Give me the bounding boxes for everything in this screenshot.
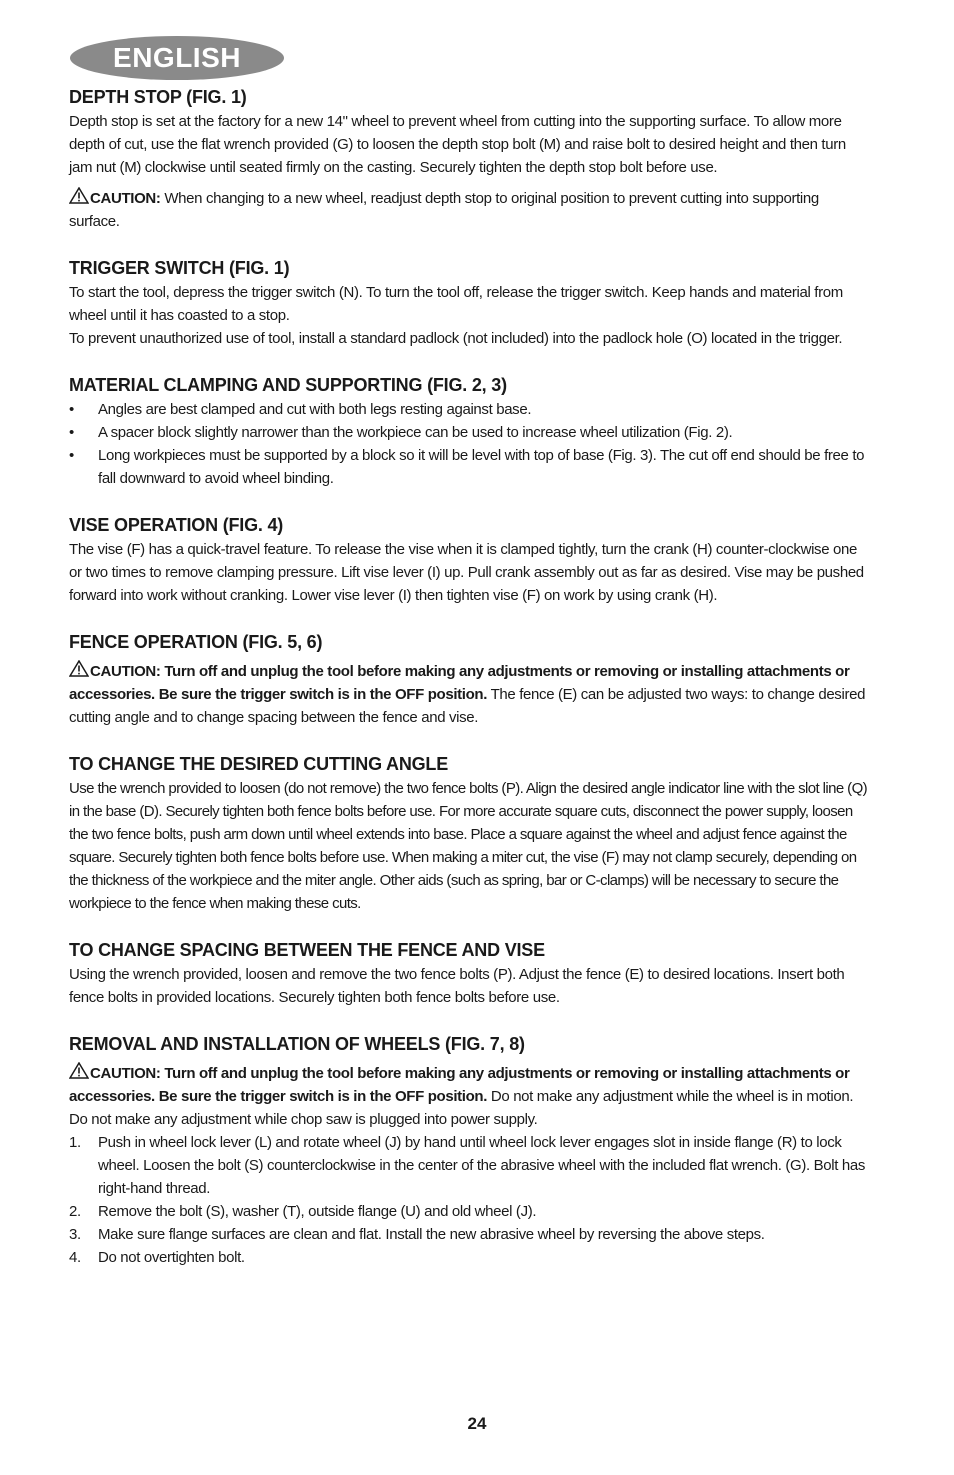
heading-depth-stop: DEPTH STOP (FIG. 1) xyxy=(69,87,247,107)
page-number: 24 xyxy=(467,1414,487,1433)
list-item: 4. Do not overtighten bolt. xyxy=(69,1249,245,1266)
caution-label: CAUTION: xyxy=(90,190,161,207)
list-item: • A spacer block slightly narrower than the workpiece can be used to increase wheel utilization (Fig. 2). xyxy=(69,424,733,441)
fence-spacing-body: Using the wrench provided, loosen and remove the two fence bolts (P). Adjust the fence (E) to desired locations. Insert both fence bolts in provided locations. Securely tighten both fence bolts before use. xyxy=(69,966,845,1006)
trigger-switch-body-2: To prevent unauthorized use of tool, install a standard padlock (not included) into the padlock hole (O) located in the trigger. xyxy=(69,330,843,347)
caution-label: CAUTION: xyxy=(90,663,161,680)
content xyxy=(69,84,869,1269)
vise-operation-body: The vise (F) has a quick-travel feature. To release the vise when it is clamped tightly, turn the crank (H) counter-clockwise one or two times to remove clamping pressure. Lift vise lever (I) up. Pull crank assembly out as far as desired. Vise may be pushed forward into work without cranking. Lower vise lever (I) then tighten vise (F) on work by using crank (H). xyxy=(69,541,864,604)
language-tab: ENGLISH xyxy=(70,36,284,80)
list-item: • Long workpieces must be supported by a block so it will be level with top of base (Fig. 3). The cut off end should be free to fall downward to avoid wheel binding. xyxy=(69,447,865,487)
warning-triangle-icon xyxy=(69,1062,89,1079)
list-item: 1. Push in wheel lock lever (L) and rotate wheel (J) by hand until wheel lock lever engages slot in inside flange (R) to lock wheel. Loosen the bolt (S) counterclockwise in the center of the abrasive wheel with the included flat wrench. (G). Bolt has right-hand thread. xyxy=(69,1134,866,1197)
list-item: 2. Remove the bolt (S), washer (T), outside flange (U) and old wheel (J). xyxy=(69,1203,537,1220)
depth-stop-caution xyxy=(69,187,869,233)
caution-text: Do not make any adjustment while the wheel is in motion. xyxy=(487,1088,854,1105)
depth-stop-body: Depth stop is set at the factory for a new 14" wheel to prevent wheel from cutting into the supporting surface. To allow more depth of cut, use the flat wrench provided (G) to loosen the depth stop bolt (M) and raise bolt to desired height and then turn jam nut (M) clockwise until seated firmly on the casting. Securely tighten the depth stop bolt before use. xyxy=(69,113,846,176)
trigger-switch-body-1: To start the tool, depress the trigger switch (N). To turn the tool off, release the trigger switch. Keep hands and material from wheel until it has coasted to a stop. xyxy=(69,284,843,324)
caution-bold-text: Turn off and unplug the tool before making any adjustments or removing or installing attachments or accessories. Be sure the trigger switch is in the OFF position. xyxy=(69,1065,850,1105)
list-item: • Angles are best clamped and cut with both legs resting against base. xyxy=(69,401,532,418)
wheels-body: Do not make any adjustment while chop saw is plugged into power supply. xyxy=(69,1111,538,1128)
heading-cutting-angle: TO CHANGE THE DESIRED CUTTING ANGLE xyxy=(69,754,449,774)
cutting-angle-body: Use the wrench provided to loosen (do not remove) the two fence bolts (P). Align the desired angle indicator line with the slot line (Q) in the base (D). Securely tighten both fence bolts before use. For more accurate square cuts, disconnect the power supply, loosen the two fence bolts, push arm down until wheel extends into base. Place a square against the wheel and adjust fence against the square. Securely tighten both fence bolts before use. When making a miter cut, the vise (F) may not clamp securely, depending on the thickness of the workpiece and the miter angle. Other aids (such as spring, bar or C-clamps) will be necessary to secure the workpiece to the fence when making these cuts. xyxy=(69,780,868,912)
list-item: 3. Make sure flange surfaces are clean and flat. Install the new abrasive wheel by reversing the above steps. xyxy=(69,1226,765,1243)
caution-text: When changing to a new wheel, readjust depth stop to original position to prevent cutting into supporting surface. xyxy=(69,190,819,230)
caution-text: The fence (E) can be adjusted two ways: to change desired cutting angle and to change spacing between the fence and vise. xyxy=(69,686,866,726)
fence-operation-caution xyxy=(69,660,869,729)
caution-label: CAUTION: xyxy=(90,1065,161,1082)
wheels-caution xyxy=(69,1062,869,1108)
caution-bold-text: Turn off and unplug the tool before making any adjustments or removing or installing attachments or accessories. Be sure the trigger switch is in the OFF position. xyxy=(69,663,850,703)
heading-vise-operation: VISE OPERATION (FIG. 4) xyxy=(69,515,284,535)
heading-fence-operation: FENCE OPERATION (FIG. 5, 6) xyxy=(69,632,323,652)
heading-trigger-switch: TRIGGER SWITCH (FIG. 1) xyxy=(69,258,290,278)
wheels-step-list xyxy=(69,1131,869,1269)
heading-material-clamping: MATERIAL CLAMPING AND SUPPORTING (FIG. 2, 3) xyxy=(69,375,507,395)
warning-triangle-icon xyxy=(69,660,89,677)
clamping-bullet-list xyxy=(69,398,869,490)
heading-fence-spacing: TO CHANGE SPACING BETWEEN THE FENCE AND VISE xyxy=(69,940,545,960)
heading-wheels: REMOVAL AND INSTALLATION OF WHEELS (FIG. 7, 8) xyxy=(69,1034,525,1054)
warning-triangle-icon xyxy=(69,187,89,204)
